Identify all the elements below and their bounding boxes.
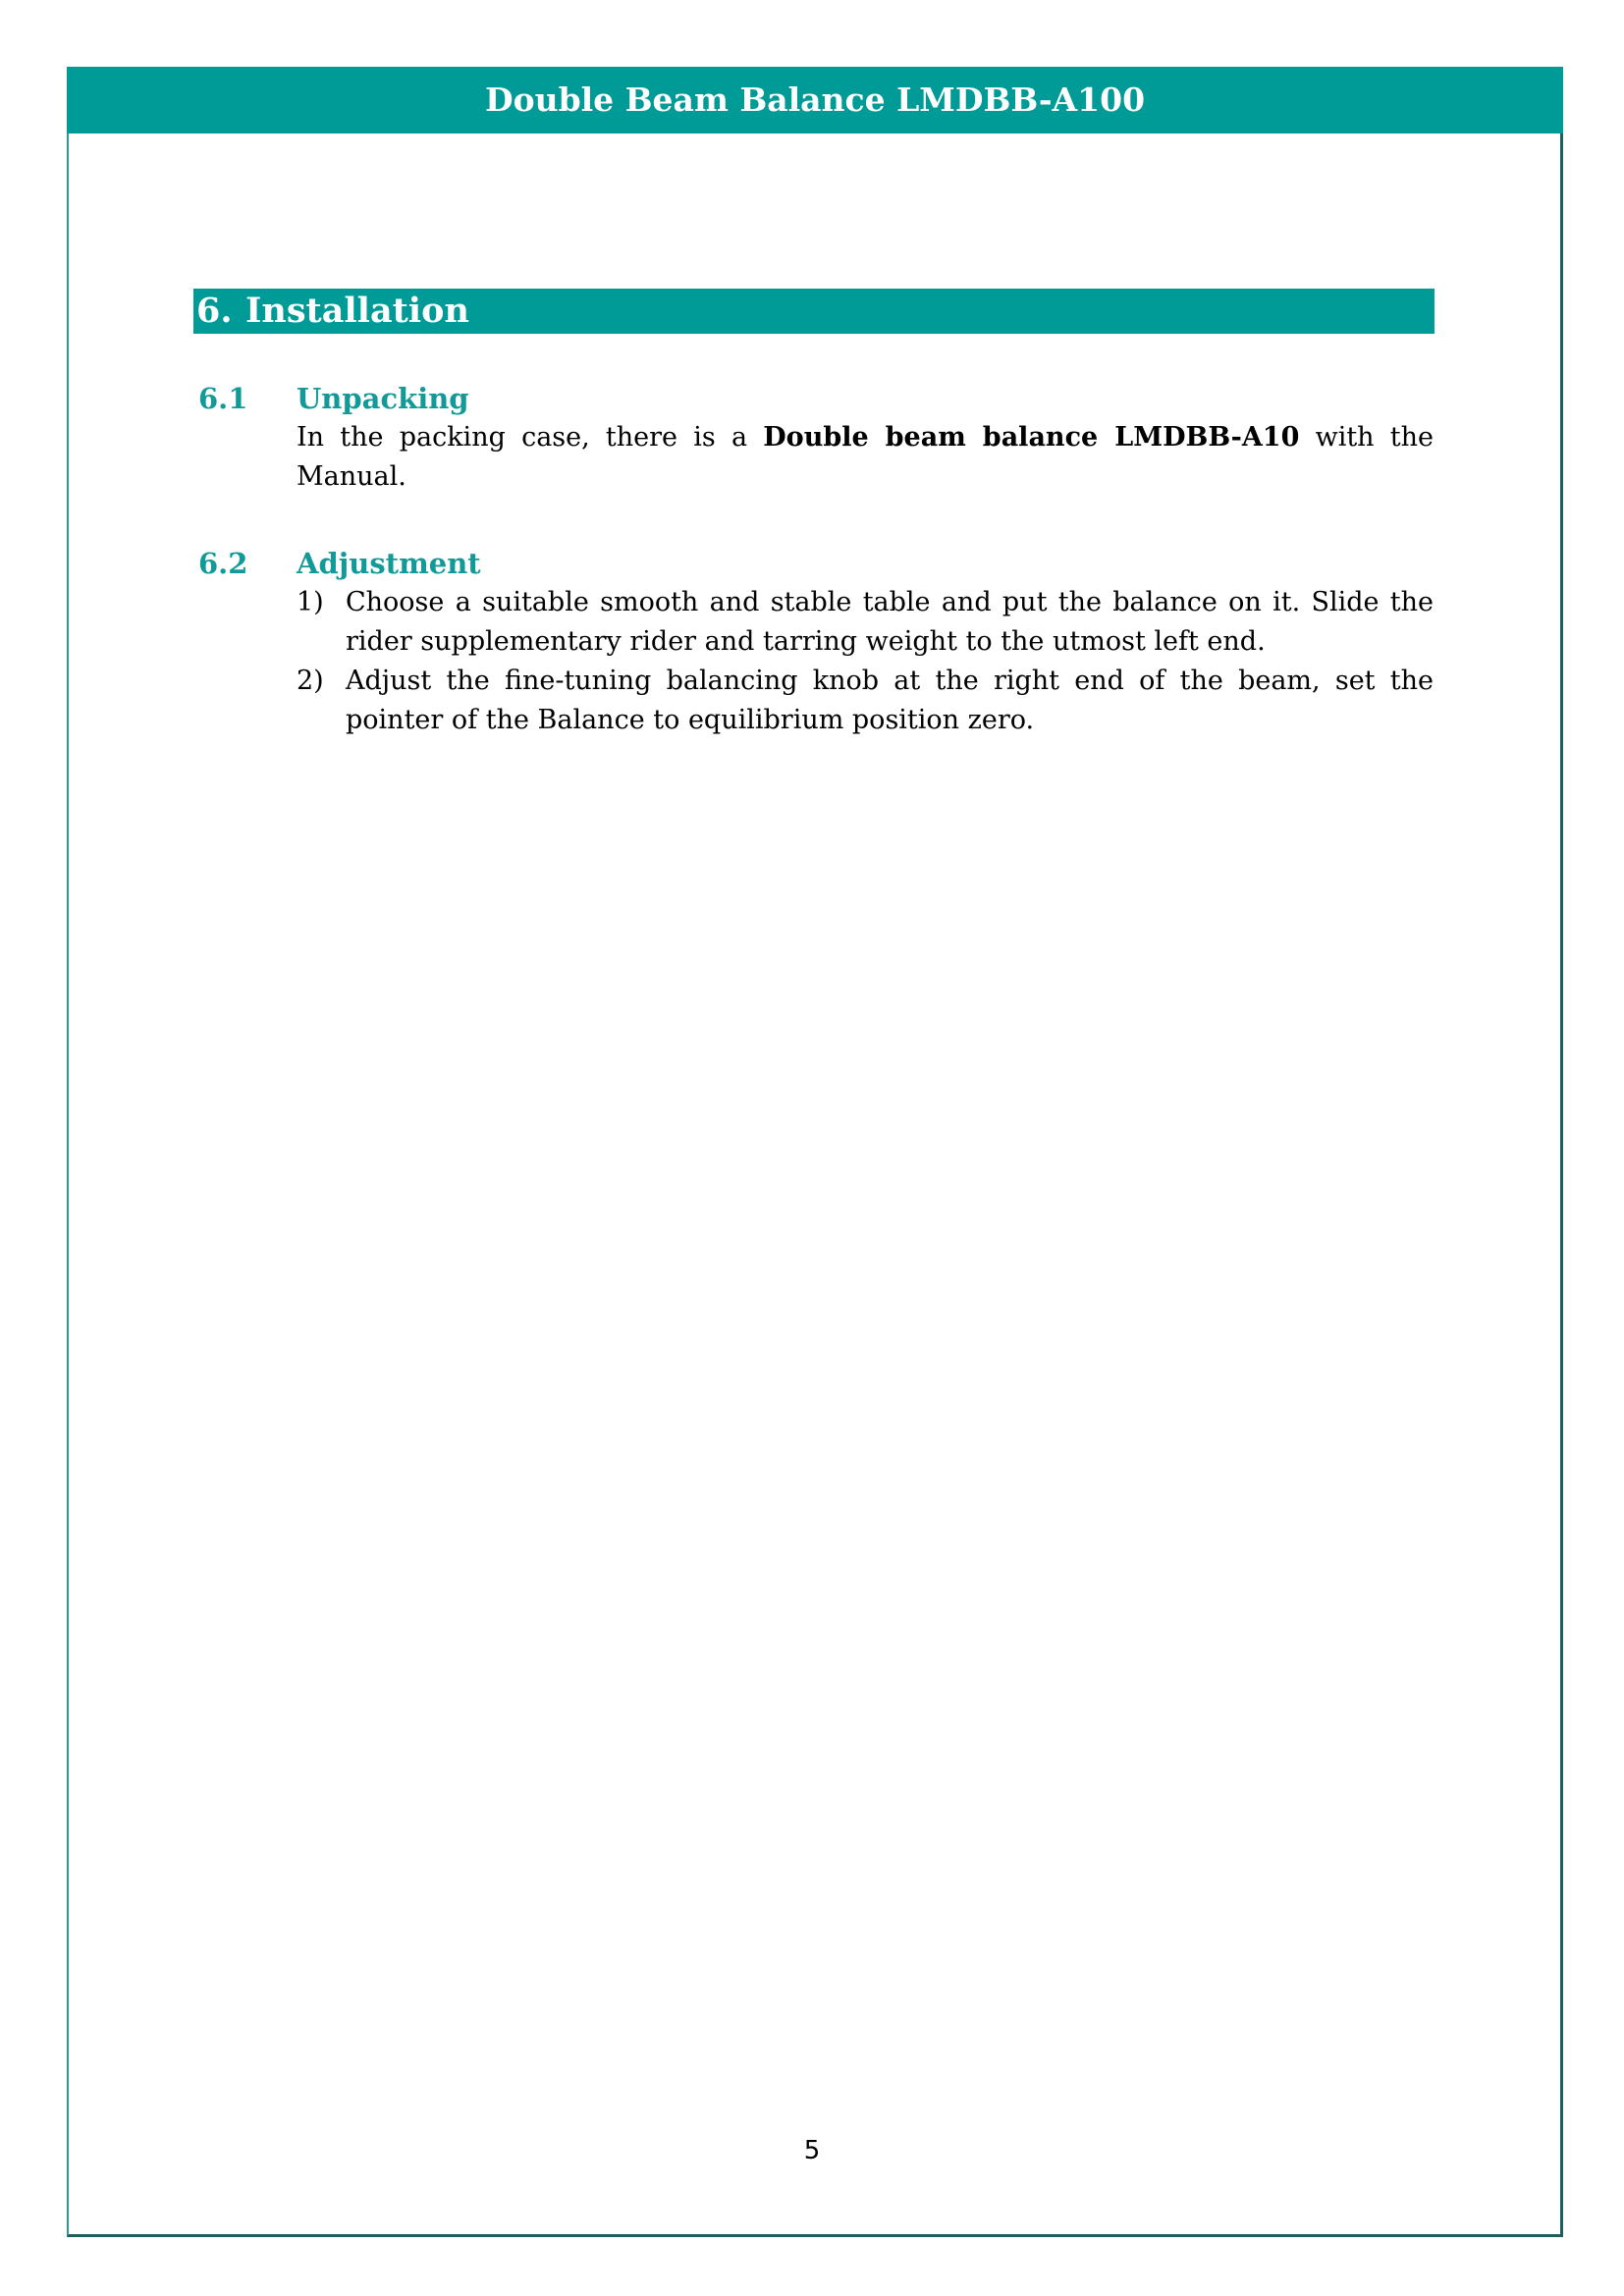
list-item-marker: 2) bbox=[297, 666, 324, 696]
unpacking-paragraph bbox=[297, 418, 1434, 497]
subsection-heading-adjustment bbox=[198, 544, 481, 583]
subsection-heading-unpacking bbox=[198, 379, 469, 418]
list-item bbox=[297, 583, 1434, 662]
page-number: 5 bbox=[803, 2136, 821, 2165]
unpacking-text-after: with the Manual. bbox=[297, 422, 1435, 492]
list-item-text: Choose a suitable smooth and stable table and put the balance on it. Slide the rider supplementary rider and tarring weight to the utmost left end. bbox=[346, 587, 1434, 657]
section-number: 6. bbox=[196, 291, 233, 331]
section-title: Installation bbox=[245, 291, 469, 331]
adjustment-steps-list bbox=[297, 583, 1434, 740]
unpacking-text-before: In the packing case, there is a bbox=[297, 422, 764, 453]
subsection-title: Adjustment bbox=[297, 547, 481, 580]
list-item bbox=[297, 662, 1434, 740]
list-item-marker: 1) bbox=[297, 587, 324, 617]
document-title: Double Beam Balance LMDBB-A100 bbox=[484, 80, 1146, 119]
subsection-number: 6.2 bbox=[198, 547, 248, 580]
subsection-title: Unpacking bbox=[297, 382, 469, 415]
document-header bbox=[67, 67, 1563, 133]
unpacking-product-name: Double beam balance LMDBB-A10 bbox=[763, 422, 1300, 453]
subsection-number: 6.1 bbox=[198, 382, 248, 415]
list-item-text: Adjust the fine-tuning balancing knob at the right end of the beam, set the pointer of the Balance to equilibrium position zero. bbox=[346, 666, 1434, 735]
section-heading-installation bbox=[193, 289, 1435, 334]
